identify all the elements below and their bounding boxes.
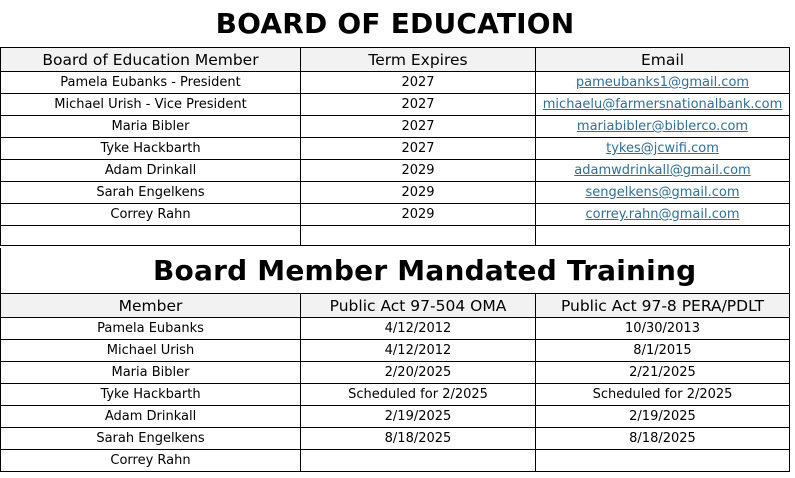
table-row	[1, 362, 790, 384]
member-cell[interactable]: Maria Bibler	[1, 116, 301, 138]
member-cell[interactable]: Michael Urish	[1, 340, 301, 362]
table-row	[1, 94, 790, 116]
blank-cell[interactable]	[301, 226, 536, 246]
email-cell[interactable]	[536, 72, 790, 94]
email-link[interactable]: tykes@jcwifi.com	[606, 141, 719, 156]
table-row	[1, 204, 790, 226]
term-cell[interactable]: 2027	[301, 138, 536, 160]
training-header-row	[1, 294, 790, 318]
member-cell[interactable]: Adam Drinkall	[1, 160, 301, 182]
email-link[interactable]: mariabibler@biblerco.com	[576, 119, 749, 134]
email-link[interactable]: adamwdrinkall@gmail.com	[574, 163, 751, 178]
header-pera-pdlt[interactable]: Public Act 97-8 PERA/PDLT	[536, 294, 790, 318]
email-cell[interactable]	[536, 204, 790, 226]
email-cell[interactable]	[536, 138, 790, 160]
oma-date-cell[interactable]: 4/12/2012	[301, 340, 536, 362]
pera-date-cell[interactable]	[536, 450, 790, 472]
member-cell[interactable]: Tyke Hackbarth	[1, 138, 301, 160]
email-cell[interactable]	[536, 182, 790, 204]
member-cell[interactable]: Maria Bibler	[1, 362, 301, 384]
oma-date-cell[interactable]: 2/19/2025	[301, 406, 536, 428]
board-title: BOARD OF EDUCATION	[1, 0, 790, 48]
email-link[interactable]: sengelkens@gmail.com	[585, 185, 740, 200]
term-cell[interactable]: 2029	[301, 160, 536, 182]
table-row	[1, 428, 790, 450]
email-link[interactable]: michaelu@farmersnationalbank.com	[542, 97, 783, 112]
member-cell[interactable]: Pamela Eubanks	[1, 318, 301, 340]
table-row	[1, 138, 790, 160]
email-cell[interactable]	[536, 116, 790, 138]
table-row	[1, 384, 790, 406]
training-title: Board Member Mandated Training	[1, 248, 790, 294]
pera-date-cell[interactable]: 2/21/2025	[536, 362, 790, 384]
member-cell[interactable]: Correy Rahn	[1, 204, 301, 226]
oma-date-cell[interactable]: Scheduled for 2/2025	[301, 384, 536, 406]
email-cell[interactable]	[536, 160, 790, 182]
table-row	[1, 182, 790, 204]
oma-date-cell[interactable]: 8/18/2025	[301, 428, 536, 450]
member-cell[interactable]: Sarah Engelkens	[1, 182, 301, 204]
email-link[interactable]: pameubanks1@gmail.com	[575, 75, 750, 90]
table-row	[1, 450, 790, 472]
pera-date-cell[interactable]: Scheduled for 2/2025	[536, 384, 790, 406]
member-cell[interactable]: Tyke Hackbarth	[1, 384, 301, 406]
oma-date-cell[interactable]	[301, 450, 536, 472]
header-oma[interactable]: Public Act 97-504 OMA	[301, 294, 536, 318]
table-row	[1, 340, 790, 362]
blank-row	[1, 226, 790, 246]
mandated-training-table	[0, 248, 790, 472]
header-member[interactable]: Board of Education Member	[1, 48, 301, 72]
table-row	[1, 318, 790, 340]
term-cell[interactable]: 2027	[301, 94, 536, 116]
member-cell[interactable]: Correy Rahn	[1, 450, 301, 472]
header-member[interactable]: Member	[1, 294, 301, 318]
pera-date-cell[interactable]: 8/1/2015	[536, 340, 790, 362]
header-email[interactable]: Email	[536, 48, 790, 72]
blank-cell[interactable]	[1, 226, 301, 246]
member-cell[interactable]: Adam Drinkall	[1, 406, 301, 428]
member-cell[interactable]: Michael Urish - Vice President	[1, 94, 301, 116]
pera-date-cell[interactable]: 2/19/2025	[536, 406, 790, 428]
term-cell[interactable]: 2027	[301, 72, 536, 94]
term-cell[interactable]: 2029	[301, 182, 536, 204]
member-cell[interactable]: Sarah Engelkens	[1, 428, 301, 450]
table-row	[1, 406, 790, 428]
email-cell[interactable]	[536, 94, 790, 116]
oma-date-cell[interactable]: 4/12/2012	[301, 318, 536, 340]
member-cell[interactable]: Pamela Eubanks - President	[1, 72, 301, 94]
oma-date-cell[interactable]: 2/20/2025	[301, 362, 536, 384]
term-cell[interactable]: 2029	[301, 204, 536, 226]
blank-cell[interactable]	[536, 226, 790, 246]
table-row	[1, 116, 790, 138]
email-link[interactable]: correy.rahn@gmail.com	[585, 207, 740, 222]
term-cell[interactable]: 2027	[301, 116, 536, 138]
pera-date-cell[interactable]: 10/30/2013	[536, 318, 790, 340]
board-header-row	[1, 48, 790, 72]
table-row	[1, 160, 790, 182]
header-term-expires[interactable]: Term Expires	[301, 48, 536, 72]
pera-date-cell[interactable]: 8/18/2025	[536, 428, 790, 450]
table-row	[1, 72, 790, 94]
